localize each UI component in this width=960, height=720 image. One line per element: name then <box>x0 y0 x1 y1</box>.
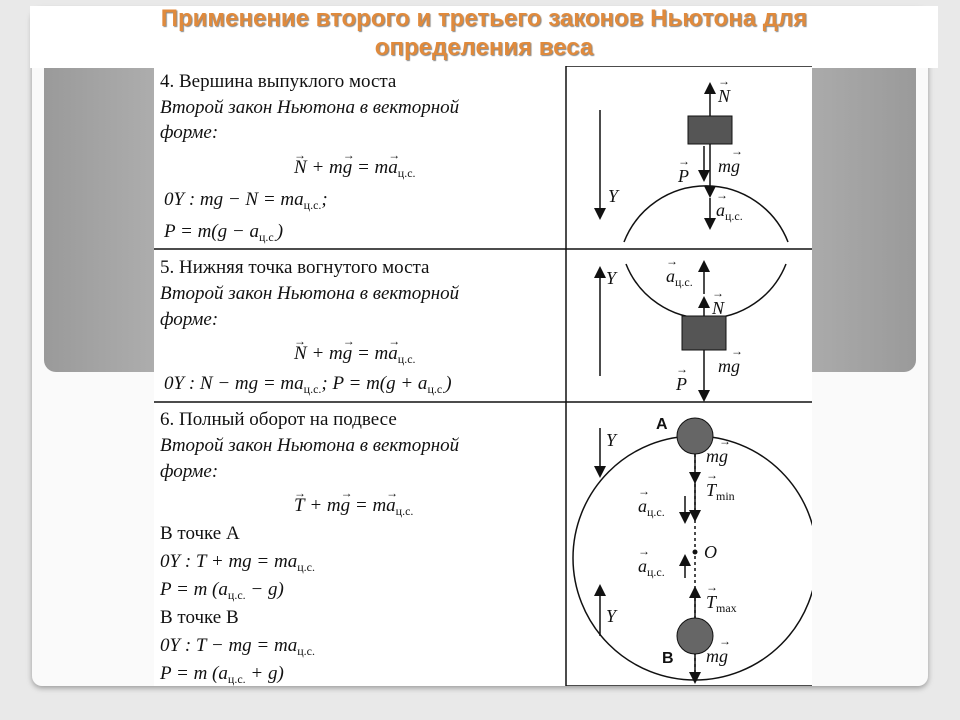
label-Y-6-bottom: Y <box>606 606 617 626</box>
label-point-A: A <box>656 416 668 433</box>
label-Y-5: Y <box>606 268 617 288</box>
section-6-point-a-label: В точке А <box>160 523 240 544</box>
label-mg-5: m→ g <box>718 356 740 377</box>
label-Tmin: → $T_{min}$ <box>706 480 735 504</box>
section-4-law-line1: Второй закон Ньютона в векторной <box>160 97 460 118</box>
label-Y-6-top: Y <box>606 430 617 450</box>
section-6-point-b-label: В точке В <box>160 607 239 628</box>
section-5-vector-equation: → $N + m\to g = m\to a_{ц.с.}$ <box>294 342 416 371</box>
section-6-heading: 6. Полный оборот на подвесе <box>160 409 397 430</box>
label-N-4: → N <box>718 86 730 107</box>
section-6-point-a-equation: 0Y : T + mg = $ma_{ц.с.}$ <box>160 551 315 574</box>
section-5-law-line1: Второй закон Ньютона в векторной <box>160 283 460 304</box>
title-line-2: определения веса <box>374 34 594 61</box>
section-6-point-a-weight: P = m $(a_{ц.с.} - g)$ <box>160 579 284 602</box>
center-point-o <box>693 550 698 555</box>
section-6-law-line1: Второй закон Ньютона в векторной <box>160 435 460 456</box>
label-point-O: O <box>704 542 717 562</box>
label-Y-4: Y <box>608 186 619 206</box>
label-N-5: → N <box>712 298 724 319</box>
title-line-1: Применение второго и третьего законов Ньютона для <box>160 5 808 32</box>
section-5-law-line2: форме: <box>160 309 219 330</box>
section-6-law-line2: форме: <box>160 461 219 482</box>
section-4-vector-equation: → $N + m\to g = m\to a_{ц.с.}$ <box>294 156 416 185</box>
label-a-6-top: → $a_{ц.с.}$ <box>638 496 665 520</box>
label-P-4: → P <box>678 166 689 187</box>
section-6-vector-equation: → $T + m\to g = m\to a_{ц.с.}$ <box>294 494 413 523</box>
car-box-2 <box>682 316 726 350</box>
label-P-5: → P <box>676 374 687 395</box>
section-6-point-b-equation: 0Y : T − mg = $ma_{ц.с.}$ <box>160 635 315 658</box>
section-4-heading: 4. Вершина выпуклого моста <box>160 71 397 92</box>
label-a-4: → $a_{ц.с.}$ <box>716 200 743 224</box>
label-mg-6-bottom: m→ g <box>706 646 728 667</box>
label-a-6-bottom: → $a_{ц.с.}$ <box>638 556 665 580</box>
section-5-projection-equation: 0Y : N − mg = $ma_{ц.с.}$; $P = m(g + a_{ц.с.})$ <box>164 373 452 396</box>
section-4-projection-equation: 0Y : mg − $N = ma_{ц.с.}$; <box>164 189 328 212</box>
section-6-point-b-weight: P = m $(a_{ц.с.} + g)$ <box>160 663 284 686</box>
slide-title <box>30 4 938 62</box>
label-mg-6-top: m→ g <box>706 446 728 467</box>
label-point-B: B <box>662 650 674 667</box>
label-mg-4: m→ g <box>718 156 740 177</box>
label-Tmax: → $T_{max}$ <box>706 592 737 616</box>
convex-bridge-diagram <box>600 88 788 242</box>
section-4-law-line2: форме: <box>160 122 219 143</box>
label-a-5: → $a_{ц.с.}$ <box>666 266 693 290</box>
car-box <box>688 116 732 144</box>
section-4-weight-equation: $P = m(g - a_{ц.с.})$ <box>164 221 284 244</box>
physics-table <box>154 66 812 686</box>
section-5-heading: 5. Нижняя точка вогнутого моста <box>160 257 430 278</box>
